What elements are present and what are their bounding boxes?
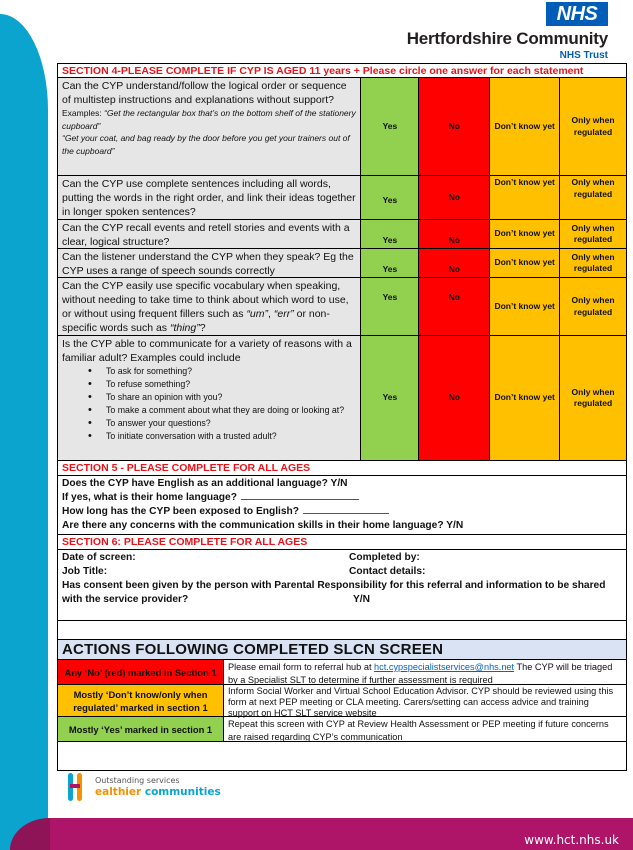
answer-no[interactable]: No xyxy=(419,336,490,460)
question-text: Can the CYP easily use specific vocabulary when speaking, without needing to take time to think about which word to use, or without using frequent fillers such as “um”, “err” or non-specific words such as “thing”? xyxy=(62,280,349,334)
answer-yes[interactable]: Yes xyxy=(361,220,419,248)
tagline-line-2: ealthier communities xyxy=(95,786,221,798)
question-row xyxy=(57,176,627,220)
answer-yes[interactable]: Yes xyxy=(361,278,419,335)
answer-dont-know-yet[interactable]: Don’t know yet xyxy=(490,78,560,175)
english-exposure-question: How long has the CYP been exposed to English? xyxy=(62,505,622,519)
consent-yn[interactable]: Y/N xyxy=(353,594,370,605)
answer-yes[interactable]: Yes xyxy=(361,336,419,460)
question-text: Is the CYP able to communicate for a variety of reasons with a familiar adult? Examples could include xyxy=(62,338,352,364)
home-language-field[interactable] xyxy=(241,491,359,500)
action-instruction: Repeat this screen with CYP at Review Health Assessment or PEP meeting if future concerns are raised regarding CYP’s communication xyxy=(228,719,609,742)
question-text-cell xyxy=(58,78,361,175)
action-condition-label: Mostly ‘Yes’ marked in section 1 xyxy=(58,717,224,741)
answer-no[interactable]: No xyxy=(419,176,490,219)
answer-yes[interactable]: Yes xyxy=(361,176,419,219)
referral-email-link[interactable]: hct.cypspecialistservices@nhs.net xyxy=(374,662,515,672)
section-5-title: SECTION 5 - PLEASE COMPLETE FOR ALL AGES xyxy=(62,462,311,474)
example-bullet: • To initiate conversation with a trusted adult? xyxy=(88,430,356,443)
question-text-cell xyxy=(58,220,361,248)
action-row-amber xyxy=(57,685,627,717)
example-bullet: • To make a comment about what they are doing or looking at? xyxy=(88,404,356,417)
section-6-title: SECTION 6: PLEASE COMPLETE FOR ALL AGES xyxy=(62,536,308,548)
answer-no[interactable]: No xyxy=(419,278,490,335)
job-title-field[interactable]: Job Title: xyxy=(62,566,108,577)
blank-row xyxy=(57,621,627,640)
question-text-cell xyxy=(58,278,361,335)
answer-no[interactable]: No xyxy=(419,249,490,277)
decorative-cyan-band xyxy=(0,14,48,850)
examples-label: Examples: xyxy=(62,108,105,118)
answer-dont-know-yet[interactable]: Don’t know yet xyxy=(490,176,560,219)
question-text: Can the CYP recall events and retell stories and events with a clear, logical structure? xyxy=(62,222,350,248)
action-instruction: Inform Social Worker and Virtual School Education Advisor. CYP should be reviewed using this form at next PEP meeting or CLA meeting. Carers/setting can access advice and training support on HCT SLT service website xyxy=(228,686,614,719)
question-row xyxy=(57,336,627,461)
answer-dont-know-yet[interactable]: Don’t know yet xyxy=(490,249,560,277)
actions-header xyxy=(57,640,627,660)
action-instruction: Please email form to referral hub at hct.cypspecialistservices@nhs.net The CYP will be triaged by a Specialist SLT to determine if further assessment is required xyxy=(228,662,613,685)
organisation-name: Hertfordshire Community xyxy=(406,29,608,48)
answer-dont-know-yet[interactable]: Don’t know yet xyxy=(490,336,560,460)
section-4-title: SECTION 4-PLEASE COMPLETE IF CYP IS AGED 11 years + Please circle one answer for each statement xyxy=(62,64,584,77)
question-text-cell xyxy=(58,176,361,219)
answer-yes[interactable]: Yes xyxy=(361,78,419,175)
answer-only-when-regulated[interactable]: Only when regulated xyxy=(560,220,626,248)
action-row-red xyxy=(57,660,627,685)
contact-details-field[interactable]: Contact details: xyxy=(349,566,426,577)
section-5-body xyxy=(57,476,627,535)
section-6-header xyxy=(57,535,627,550)
question-text: Can the CYP use complete sentences including all words, putting the words in the right order, and link their ideas together in longer spoken sentences? xyxy=(62,178,356,218)
nhs-logo: NHS xyxy=(546,2,608,26)
english-exposure-field[interactable] xyxy=(303,505,389,514)
action-condition-label: Any ‘No’ (red) marked in Section 1 xyxy=(58,660,224,684)
question-row xyxy=(57,78,627,176)
eal-question[interactable]: Does the CYP have English as an additional language? Y/N xyxy=(62,478,348,489)
question-row xyxy=(57,278,627,336)
action-row-green xyxy=(57,717,627,742)
answer-only-when-regulated[interactable]: Only when regulated xyxy=(560,336,626,460)
tagline-line-1: Outstanding services xyxy=(95,776,180,785)
example-bullet: • To answer your questions? xyxy=(88,417,356,430)
example-bullet: • To ask for something? xyxy=(88,365,356,378)
action-condition-label: Mostly ‘Don’t know/only when regulated’ marked in section 1 xyxy=(58,685,224,716)
answer-only-when-regulated[interactable]: Only when regulated xyxy=(560,278,626,335)
question-text: Can the CYP understand/follow the logical order or sequence of multistep instructions and explanations without support? xyxy=(62,80,347,106)
home-language-question: If yes, what is their home language? xyxy=(62,491,622,505)
date-of-screen-field[interactable]: Date of screen: xyxy=(62,552,136,563)
examples-list xyxy=(62,365,356,443)
answer-no[interactable]: No xyxy=(419,220,490,248)
example-1: “Get the rectangular box that’s on the bottom shelf of the stationery cupboard” xyxy=(62,108,356,131)
answer-dont-know-yet[interactable]: Don’t know yet xyxy=(490,220,560,248)
actions-title: ACTIONS FOLLOWING COMPLETED SLCN SCREEN xyxy=(62,641,444,658)
answer-no[interactable]: No xyxy=(419,78,490,175)
question-examples xyxy=(62,107,356,157)
blank-row xyxy=(57,742,627,771)
completed-by-field[interactable]: Completed by: xyxy=(349,552,420,563)
healthier-communities-logo xyxy=(68,773,228,803)
question-row xyxy=(57,220,627,249)
home-language-concerns-question[interactable]: Are there any concerns with the communication skills in their home language? Y/N xyxy=(62,520,464,531)
answer-only-when-regulated[interactable]: Only when regulated xyxy=(560,78,626,175)
section-4-header xyxy=(57,63,627,78)
answer-only-when-regulated[interactable]: Only when regulated xyxy=(560,176,626,219)
h-logo-icon xyxy=(68,773,82,801)
organisation-subtitle: NHS Trust xyxy=(559,50,608,61)
question-text-cell xyxy=(58,249,361,277)
example-bullet: • To refuse something? xyxy=(88,378,356,391)
footer-website-url[interactable]: www.hct.nhs.uk xyxy=(524,833,619,847)
answer-only-when-regulated[interactable]: Only when regulated xyxy=(560,249,626,277)
question-text: Can the listener understand the CYP when they speak? Eg the CYP uses a range of speech sounds correctly xyxy=(62,251,354,277)
section-6-body xyxy=(57,550,627,621)
section-5-header xyxy=(57,461,627,476)
answer-dont-know-yet[interactable]: Don’t know yet xyxy=(490,278,560,335)
question-row xyxy=(57,249,627,278)
answer-yes[interactable]: Yes xyxy=(361,249,419,277)
example-bullet: • To share an opinion with you? xyxy=(88,391,356,404)
question-text-cell xyxy=(58,336,361,460)
example-2: “Get your coat, and bag ready by the door before you get your trainers out of the cupboard” xyxy=(62,133,350,156)
consent-question: Has consent been given by the person with Parental Responsibility for this referral and information to be shared with the service provider? Y/N xyxy=(62,580,606,605)
